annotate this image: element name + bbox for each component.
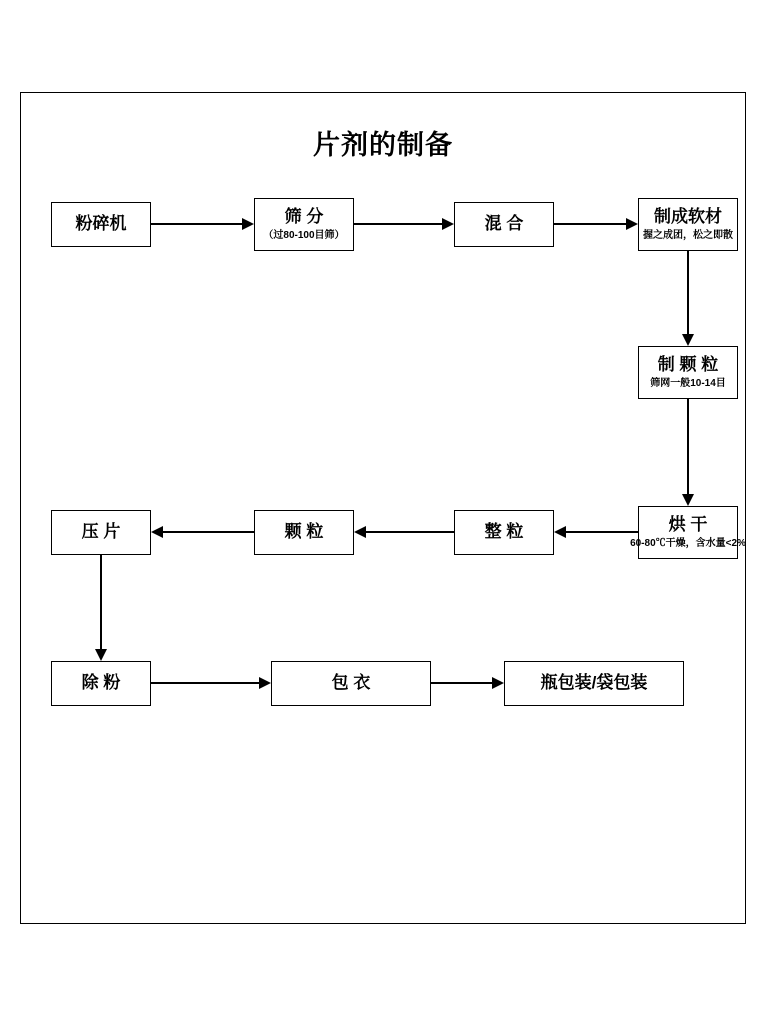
connector-sieving-to-mixing <box>354 223 442 225</box>
node-sizing-label: 整 粒 <box>484 522 524 542</box>
node-packaging[interactable] <box>504 661 684 706</box>
connector-sizing-to-granules <box>366 531 454 533</box>
node-softmass-sublabel: 握之成团，松之即散 <box>643 229 733 241</box>
arrowhead-sieving-to-mixing <box>442 218 454 230</box>
arrowhead-softmass-to-granulate <box>682 334 694 346</box>
connector-dedusting-to-coating <box>151 682 259 684</box>
arrowhead-crusher-to-sieving <box>242 218 254 230</box>
node-packaging-label: 瓶包装/袋包装 <box>540 673 648 693</box>
node-sieving-sublabel: （过80-100目筛） <box>263 229 345 241</box>
connector-softmass-to-granulate <box>687 251 689 334</box>
arrowhead-dedusting-to-coating <box>259 677 271 689</box>
node-sieving[interactable] <box>254 198 354 251</box>
arrowhead-coating-to-packaging <box>492 677 504 689</box>
connector-coating-to-packaging <box>431 682 492 684</box>
node-crusher-label: 粉碎机 <box>75 214 127 234</box>
connector-crusher-to-sieving <box>151 223 242 225</box>
connector-drying-to-sizing <box>566 531 638 533</box>
arrowhead-drying-to-sizing <box>554 526 566 538</box>
diagram-frame <box>20 92 746 924</box>
diagram-title: 片剂的制备 <box>313 130 453 160</box>
connector-tableting-to-dedusting <box>100 555 102 649</box>
node-drying-label: 烘 干 <box>668 515 708 535</box>
node-sieving-label: 筛 分 <box>284 207 324 227</box>
node-granulate-label: 制 颗 粒 <box>657 355 719 375</box>
node-granulate[interactable] <box>638 346 738 399</box>
node-dedusting-label: 除 粉 <box>81 673 121 693</box>
node-tableting[interactable] <box>51 510 151 555</box>
arrowhead-mixing-to-softmass <box>626 218 638 230</box>
node-granules[interactable] <box>254 510 354 555</box>
node-drying[interactable] <box>630 506 746 559</box>
connector-granulate-to-drying <box>687 399 689 494</box>
arrowhead-tableting-to-dedusting <box>95 649 107 661</box>
connector-granules-to-tableting <box>163 531 254 533</box>
arrowhead-sizing-to-granules <box>354 526 366 538</box>
node-granules-label: 颗 粒 <box>284 522 324 542</box>
node-softmass[interactable] <box>638 198 738 251</box>
node-mixing[interactable] <box>454 202 554 247</box>
node-crusher[interactable] <box>51 202 151 247</box>
arrowhead-granulate-to-drying <box>682 494 694 506</box>
arrowhead-granules-to-tableting <box>151 526 163 538</box>
node-coating-label: 包 衣 <box>331 673 371 693</box>
node-softmass-label: 制成软材 <box>654 207 722 227</box>
node-dedusting[interactable] <box>51 661 151 706</box>
node-drying-sublabel: 60-80℃干燥，含水量<2% <box>630 537 746 549</box>
connector-mixing-to-softmass <box>554 223 626 225</box>
node-mixing-label: 混 合 <box>484 214 524 234</box>
node-sizing[interactable] <box>454 510 554 555</box>
node-tableting-label: 压 片 <box>81 522 121 542</box>
node-granulate-sublabel: 筛网一般10-14目 <box>650 377 726 389</box>
node-coating[interactable] <box>271 661 431 706</box>
